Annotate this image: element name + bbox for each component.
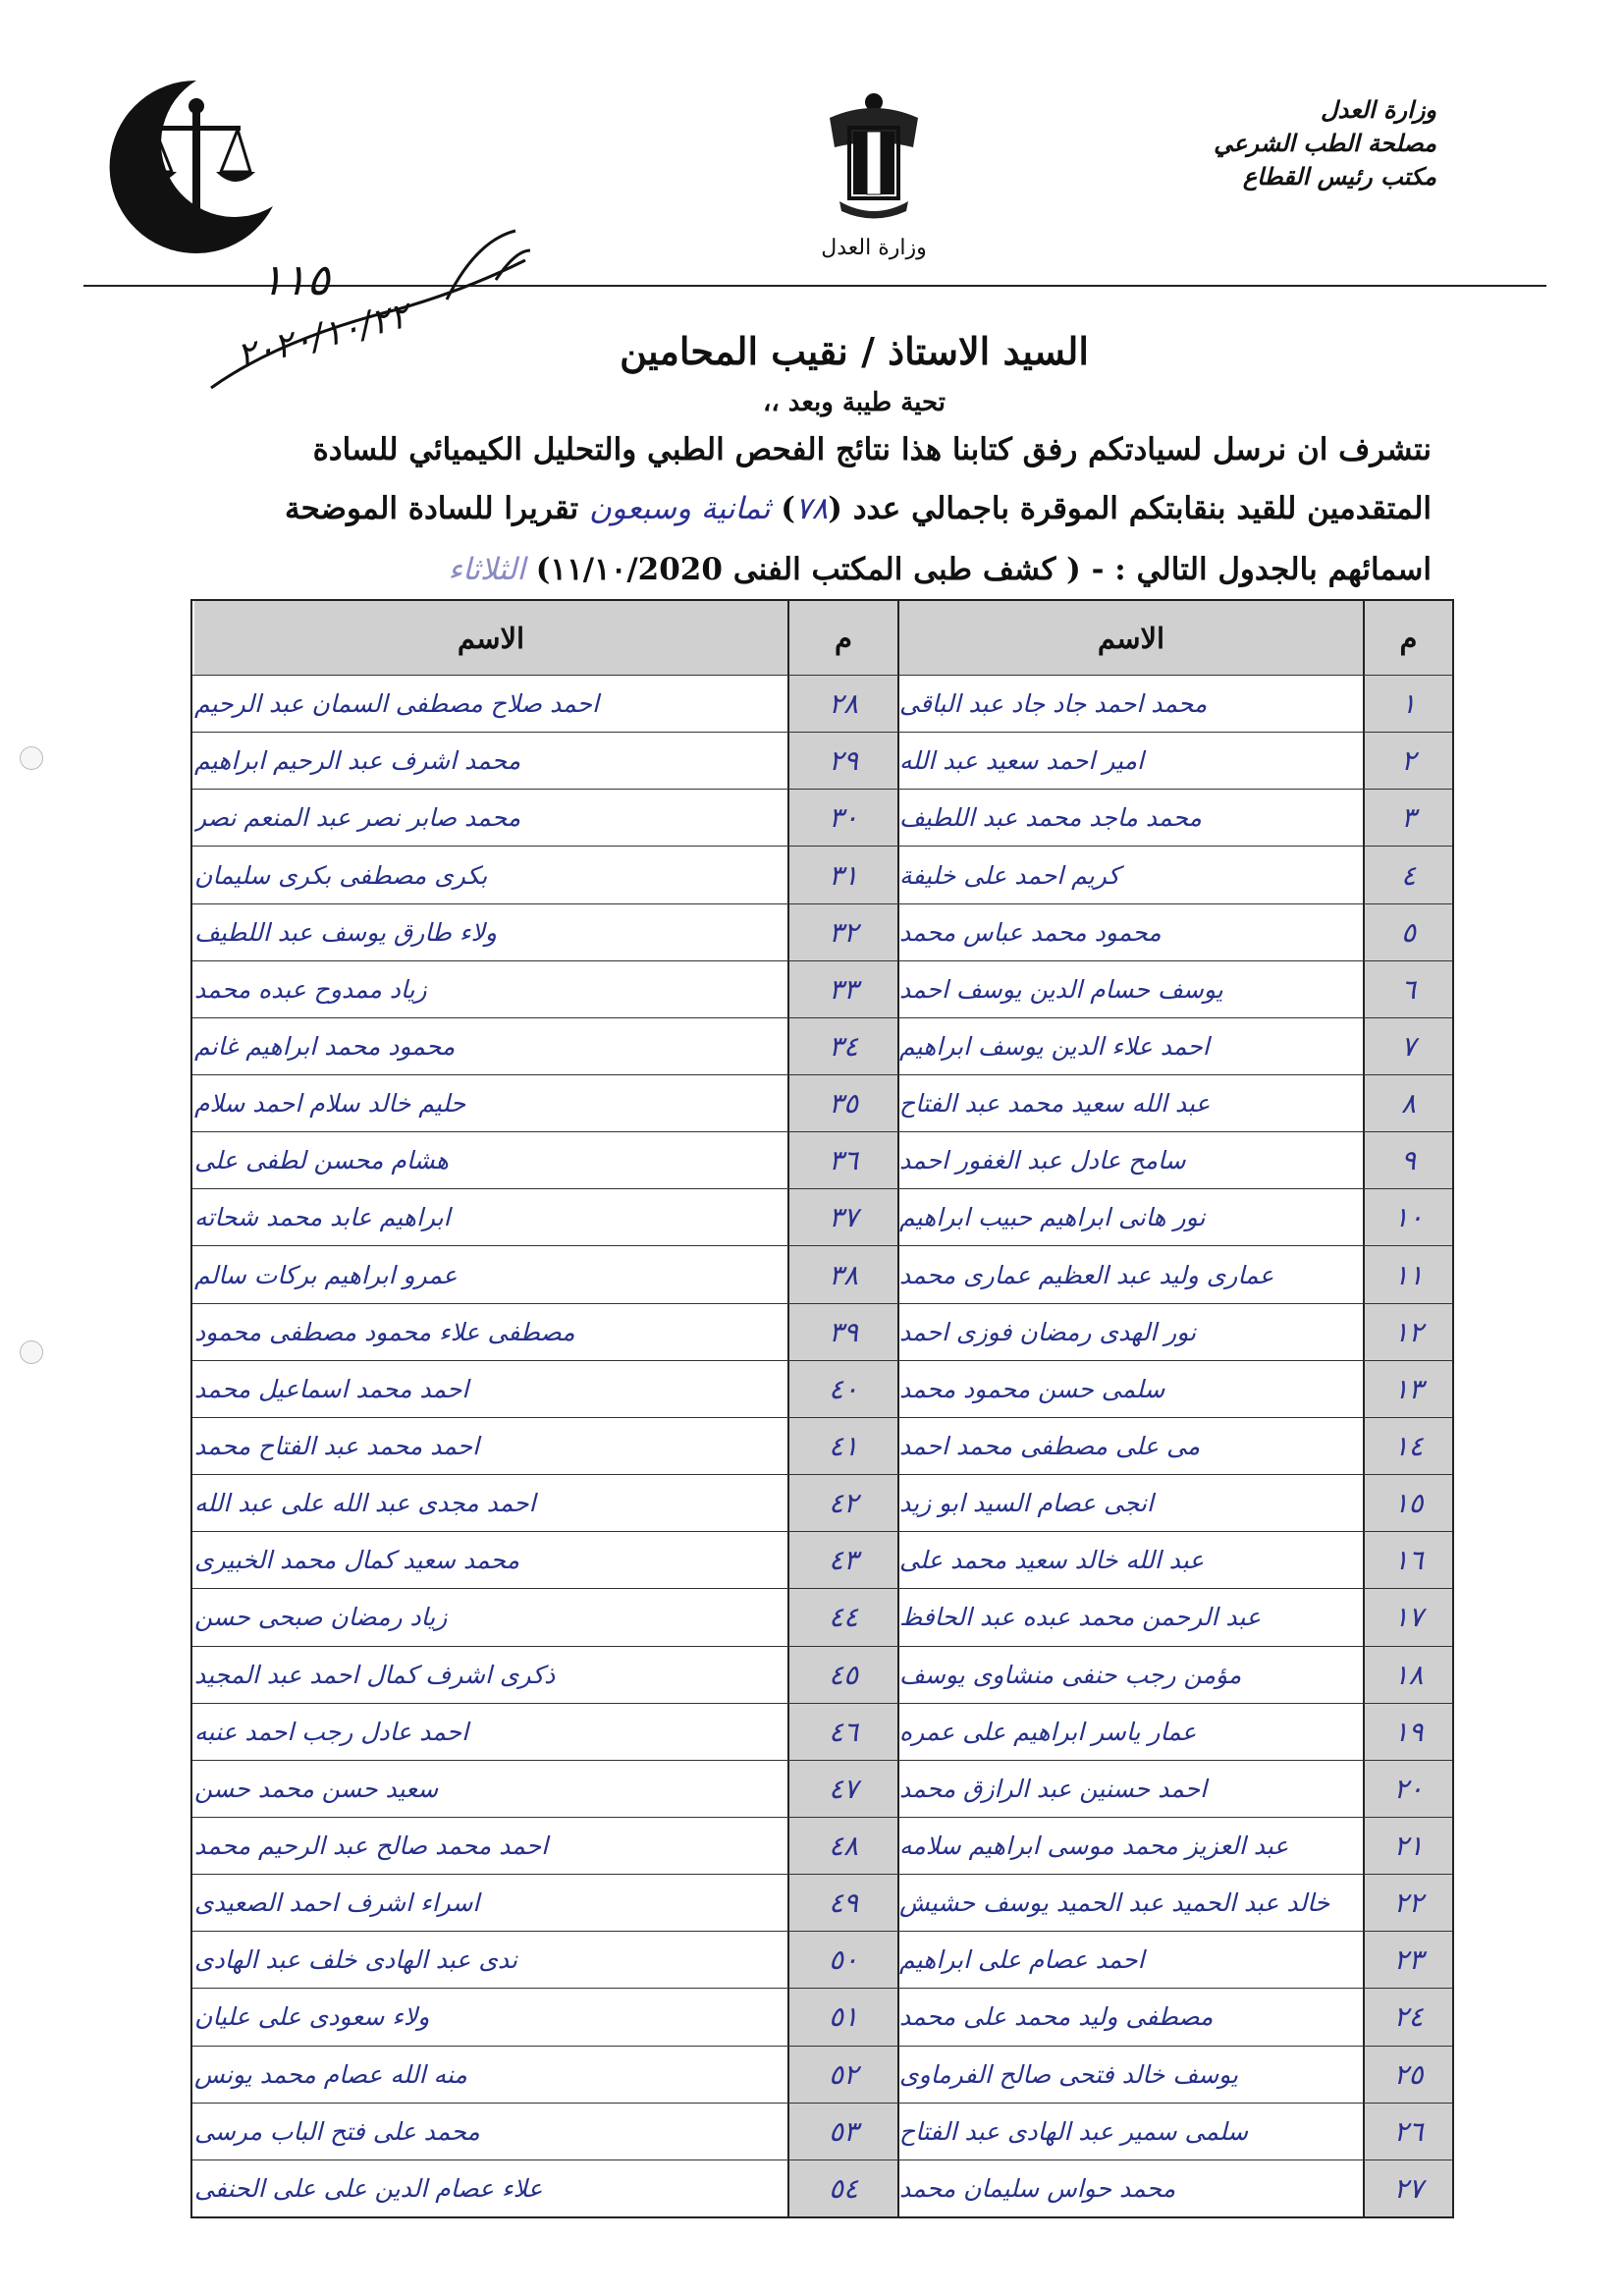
table-row <box>192 1417 1452 1474</box>
row-number: ٣١ <box>789 847 897 902</box>
row-number: ٥٢ <box>789 2047 897 2103</box>
row-number: ٢٦ <box>1365 2104 1452 2159</box>
row-number: ١٠ <box>1365 1189 1452 1245</box>
row-number: ١١ <box>1365 1246 1452 1302</box>
person-name: احمد محمد اسماعيل محمد <box>194 1374 469 1403</box>
row-number: ٤٨ <box>789 1818 897 1874</box>
row-number: ٤٦ <box>789 1704 897 1760</box>
row-number: ٤٩ <box>789 1875 897 1931</box>
row-number: ٣٩ <box>789 1304 897 1360</box>
row-number: ١٢ <box>1365 1304 1452 1360</box>
eagle-emblem <box>795 88 952 260</box>
table-row <box>192 1188 1452 1245</box>
row-number: ٨ <box>1365 1075 1452 1131</box>
punch-hole <box>20 746 43 770</box>
letter-line-2 <box>165 491 1432 526</box>
table-row <box>192 2046 1452 2103</box>
row-number: ٤١ <box>789 1418 897 1474</box>
row-number: ٣٢ <box>789 904 897 960</box>
row-number: ٥٤ <box>789 2160 897 2216</box>
person-name: خالد عبد الحميد عبد الحميد يوسف حشيش <box>899 1888 1330 1918</box>
person-name: نور الهدى رمضان فوزى احمد <box>899 1317 1197 1346</box>
person-name: امير احمد سعيد عبد الله <box>899 746 1144 776</box>
person-name: محمد صابر نصر عبد المنعم نصر <box>194 803 521 833</box>
row-number: ٢٤ <box>1365 1989 1452 2045</box>
person-name: ابراهيم عابد محمد شحاته <box>194 1203 451 1232</box>
person-name: يوسف حسام الدين يوسف احمد <box>899 974 1223 1004</box>
row-number: ٥ <box>1365 904 1452 960</box>
count-words-handwritten: ثمانية وسبعون <box>588 491 771 526</box>
row-number: ١٧ <box>1365 1589 1452 1645</box>
header-name-left: الاسم <box>194 601 787 675</box>
row-number: ٣ <box>1365 790 1452 846</box>
person-name: احمد محمد صالح عبد الرحيم محمد <box>194 1831 549 1861</box>
person-name: منه الله عصام محمد يونس <box>194 2059 467 2089</box>
person-name: سلمى سمير عبد الهادى عبد الفتاح <box>899 2116 1249 2146</box>
row-number: ٤٥ <box>789 1647 897 1703</box>
person-name: عبد الله خالد سعيد محمد على <box>899 1546 1205 1575</box>
table-row <box>192 2103 1452 2159</box>
person-name: كريم احمد على خليفة <box>899 860 1120 890</box>
table-row <box>192 1988 1452 2045</box>
table-row <box>192 2159 1452 2216</box>
row-number: ١٤ <box>1365 1418 1452 1474</box>
person-name: زياد ممدوح عبده محمد <box>194 974 427 1004</box>
header-num-left: م <box>789 601 897 675</box>
row-number: ٤٣ <box>789 1532 897 1588</box>
person-name: ندى عبد الهادى خلف عبد الهادى <box>194 1945 517 1975</box>
names-table <box>190 599 1454 2218</box>
person-name: سامح عادل عبد الغفور احمد <box>899 1146 1186 1175</box>
table-row <box>192 846 1452 902</box>
punch-hole <box>20 1340 43 1364</box>
row-number: ٣٨ <box>789 1246 897 1302</box>
table-row <box>192 675 1452 732</box>
person-name: بكرى مصطفى بكرى سليمان <box>194 860 488 890</box>
row-number: ١ <box>1365 676 1452 732</box>
row-number: ٥٣ <box>789 2104 897 2159</box>
table-row <box>192 960 1452 1017</box>
person-name: محمد سعيد كمال محمد الخبيرى <box>194 1546 519 1575</box>
table-row <box>192 1074 1452 1131</box>
registration-number: ١١٥ <box>260 255 330 305</box>
table-row <box>192 1760 1452 1817</box>
table-row <box>192 1531 1452 1588</box>
row-number: ٢ <box>1365 733 1452 789</box>
person-name: عمرو ابراهيم بركات سالم <box>194 1260 458 1289</box>
person-name: عبد الله سعيد محمد عبد الفتاح <box>899 1089 1211 1119</box>
row-number: ٣٤ <box>789 1018 897 1074</box>
table-row <box>192 1131 1452 1188</box>
line3-text-b: ) <box>535 552 551 587</box>
person-name: ذكرى اشرف كمال احمد عبد المجيد <box>194 1660 556 1689</box>
person-name: احمد حسنين عبد الرازق محمد <box>899 1774 1208 1803</box>
person-name: احمد صلاح مصطفى السمان عبد الرحيم <box>194 689 599 719</box>
table-row <box>192 1017 1452 1074</box>
person-name: سعيد حسن محمد حسن <box>194 1774 439 1803</box>
person-name: علاء عصام الدين على على الحنفى <box>194 2173 543 2203</box>
person-name: محمد اشرف عبد الرحيم ابراهيم <box>194 746 521 776</box>
table-row <box>192 1303 1452 1360</box>
person-name: عبد العزيز محمد موسى ابراهيم سلامه <box>899 1831 1289 1861</box>
row-number: ٣٧ <box>789 1189 897 1245</box>
row-number: ٣٦ <box>789 1132 897 1188</box>
row-number: ٢١ <box>1365 1818 1452 1874</box>
authority-line: مصلحة الطب الشرعي <box>1214 130 1436 157</box>
person-name: احمد محمد عبد الفتاح محمد <box>194 1431 480 1460</box>
handwritten-registration-mark <box>201 221 535 393</box>
table-row <box>192 732 1452 789</box>
row-number: ١٣ <box>1365 1361 1452 1417</box>
person-name: عمار ياسر ابراهيم على عمره <box>899 1717 1197 1746</box>
row-number: ١٦ <box>1365 1532 1452 1588</box>
row-number: ٧ <box>1365 1018 1452 1074</box>
table-row <box>192 1245 1452 1302</box>
registration-date: ٢٠٢٠/١٠/٢٢ <box>233 295 413 377</box>
person-name: احمد عادل رجب احمد عنبه <box>194 1717 469 1746</box>
table-row <box>192 1817 1452 1874</box>
person-name: مى على مصطفى محمد احمد <box>899 1431 1201 1460</box>
row-number: ٥١ <box>789 1989 897 2045</box>
person-name: ولاء سعودى على عليان <box>194 2002 430 2032</box>
person-name: مؤمن رجب حنفى منشاوى يوسف <box>899 1660 1242 1689</box>
person-name: مصطفى وليد محمد على محمد <box>899 2002 1214 2032</box>
row-number: ١٥ <box>1365 1475 1452 1531</box>
person-name: هشام محسن لطفى على <box>194 1146 449 1175</box>
header-num-right: م <box>1365 601 1452 675</box>
letter-recipient: السيد الاستاذ / نقيب المحامين <box>620 329 1089 373</box>
eagle-icon <box>820 88 928 226</box>
person-name: انجى عصام السيد ابو زيد <box>899 1489 1154 1518</box>
person-name: نور هانى ابراهيم حبيب ابراهيم <box>899 1203 1206 1232</box>
emblem-caption: وزارة العدل <box>821 236 927 260</box>
person-name: سلمى حسن محمود محمد <box>899 1374 1165 1403</box>
person-name: احمد عصام على ابراهيم <box>899 1945 1145 1975</box>
table-row <box>192 1703 1452 1760</box>
person-name: اسراء اشرف احمد الصعيدى <box>194 1888 480 1918</box>
row-number: ٣٥ <box>789 1075 897 1131</box>
row-number: ٣٣ <box>789 961 897 1017</box>
row-number: ٤٢ <box>789 1475 897 1531</box>
row-number: ٢٣ <box>1365 1932 1452 1988</box>
person-name: احمد مجدى عبد الله على عبد الله <box>194 1489 536 1518</box>
person-name: يوسف خالد فتحى صالح الفرماوى <box>899 2059 1239 2089</box>
person-name: محمود محمد ابراهيم غانم <box>194 1031 456 1061</box>
letter-greeting: تحية طيبة وبعد ،، <box>762 388 947 417</box>
row-number: ٤٤ <box>789 1589 897 1645</box>
line3-text-a: اسمائهم بالجدول التالي : - ( كشف طبى المكتب الفنى <box>732 552 1432 587</box>
row-number: ٢٧ <box>1365 2160 1452 2216</box>
line2-text-b: ) <box>781 491 795 526</box>
person-name: عمارى وليد عبد العظيم عمارى محمد <box>899 1260 1274 1289</box>
person-name: حليم خالد سلام احمد سلام <box>194 1089 466 1119</box>
person-name: محمد احمد جاد جاد عبد الباقى <box>899 689 1208 719</box>
table-row <box>192 1646 1452 1703</box>
person-name: محمد على فتح الباب مرسى <box>194 2116 480 2146</box>
person-name: زياد رمضان صبحى حسن <box>194 1603 448 1632</box>
office-line: مكتب رئيس القطاع <box>1242 163 1436 191</box>
row-number: ١٩ <box>1365 1704 1452 1760</box>
day-handwritten: الثلاثاء <box>448 552 525 587</box>
person-name: احمد علاء الدين يوسف ابراهيم <box>899 1031 1210 1061</box>
table-row <box>192 1588 1452 1645</box>
table-row <box>192 1474 1452 1531</box>
row-number: ١٨ <box>1365 1647 1452 1703</box>
row-number: ٢٢ <box>1365 1875 1452 1931</box>
table-row <box>192 1931 1452 1988</box>
ministry-line: وزارة العدل <box>1321 96 1436 124</box>
row-number: ٥٠ <box>789 1932 897 1988</box>
row-number: ٤٠ <box>789 1361 897 1417</box>
letter-line-1: نتشرف ان نرسل لسيادتكم رفق كتابنا هذا نتائج الفحص الطبي والتحليل الكيميائي للسادة <box>312 432 1432 467</box>
person-name: محمود محمد عباس محمد <box>899 917 1162 947</box>
row-number: ٢٨ <box>789 676 897 732</box>
person-name: محمد حواس سليمان محمد <box>899 2173 1176 2203</box>
table-row <box>192 903 1452 960</box>
row-number: ٢٩ <box>789 733 897 789</box>
person-name: ولاء طارق يوسف عبد اللطيف <box>194 917 497 947</box>
row-number: ٣٠ <box>789 790 897 846</box>
organization-block <box>1142 93 1436 193</box>
letter-line-3 <box>165 552 1432 587</box>
person-name: مصطفى علاء محمود مصطفى محمود <box>194 1317 575 1346</box>
row-number: ٢٠ <box>1365 1761 1452 1817</box>
line2-text-a: المتقدمين للقيد بنقابتكم الموقرة باجمالي عدد ( <box>828 491 1432 526</box>
row-number: ٤ <box>1365 847 1452 902</box>
person-name: محمد ماجد محمد عبد اللطيف <box>899 803 1202 833</box>
header-name-right: الاسم <box>899 601 1363 675</box>
row-number: ٩ <box>1365 1132 1452 1188</box>
line3-date: ١١/١٠/2020 <box>550 552 723 587</box>
row-number: ٢٥ <box>1365 2047 1452 2103</box>
table-header-row <box>192 601 1452 675</box>
person-name: عبد الرحمن محمد عبده عبد الحافظ <box>899 1603 1261 1632</box>
line2-text-c: تقريرا للسادة الموضحة <box>285 491 579 526</box>
count-handwritten: ٧٨ <box>794 491 829 526</box>
table-row <box>192 1874 1452 1931</box>
table-row <box>192 789 1452 846</box>
row-number: ٦ <box>1365 961 1452 1017</box>
table-row <box>192 1360 1452 1417</box>
row-number: ٤٧ <box>789 1761 897 1817</box>
